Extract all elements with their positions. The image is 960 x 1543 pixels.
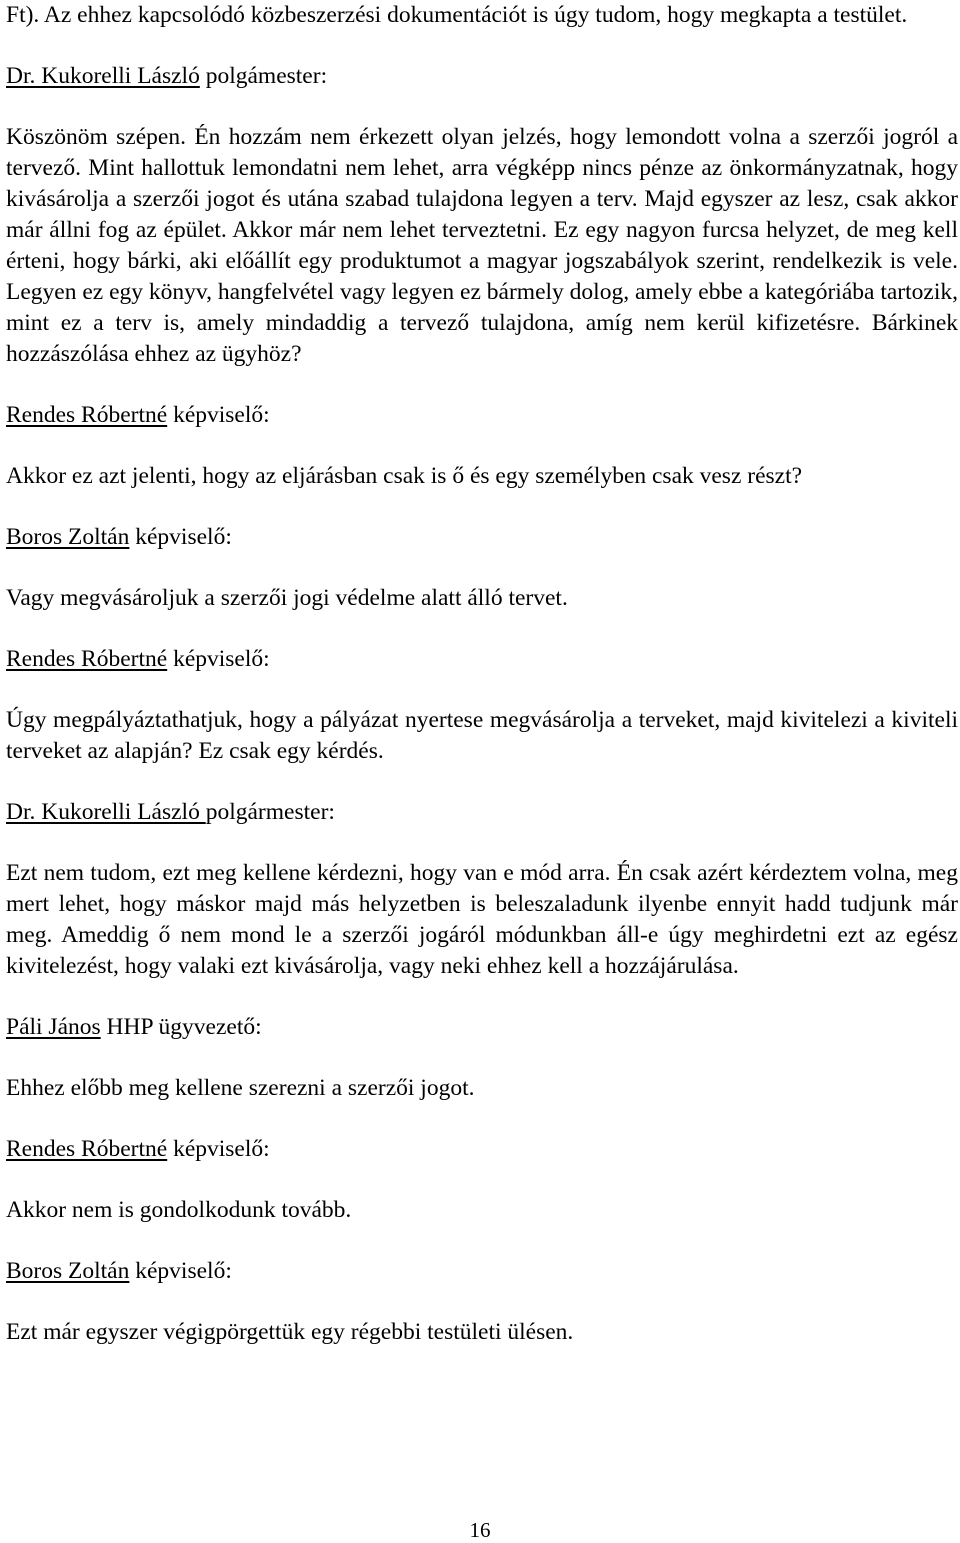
speaker-line xyxy=(6,1134,958,1165)
speaker-line xyxy=(6,522,958,553)
speaker-line xyxy=(6,797,958,828)
speaker-line xyxy=(6,400,958,431)
speaker-line xyxy=(6,644,958,675)
paragraph: Úgy megpályáztathatjuk, hogy a pályázat nyertese megvásárolja a terveket, majd kivitelezi a kiviteli terveket az alapján? Ez csak egy kérdés. xyxy=(6,707,958,764)
speaker-role: képviselő: xyxy=(129,524,232,550)
speaker-name: Boros Zoltán xyxy=(6,524,130,550)
speaker-name: Dr. Kukorelli László xyxy=(6,63,200,89)
paragraph: Köszönöm szépen. Én hozzám nem érkezett olyan jelzés, hogy lemondott volna a szerzői jogról a tervező. Mint hallottuk lemondatni nem lehet, arra végképp nincs pénze az önkormányzatnak, hogy kivásárolja a szerzői jogot és utána szabad tulajdona legyen a terv. Majd egyszer az lesz, csak akkor már állni fog az épület. Akkor már nem lehet terveztetni. Ez egy nagyon furcsa helyzet, de meg kell érteni, hogy bárki, aki előállít egy produktumot a magyar jogszabályok szerint, rendelkezik is vele. Legyen ez egy könyv, hangfelvétel vagy legyen ez bármely dolog, amely ebbe a kategóriába tartozik, mint ez a terv is, amely mindaddig a tervező tulajdona, amíg nem kerül kifizetésre. Bárkinek hozzászólása ehhez az ügyhöz? xyxy=(6,124,958,367)
paragraph: Ezt nem tudom, ezt meg kellene kérdezni, hogy van e mód arra. Én csak azért kérdeztem volna, meg mert lehet, hogy máskor majd más helyzetben is beleszaladunk ilyenbe ennyit hadd tudjunk már meg. Ameddig ő nem mond le a szerzői jogáról módunkban áll-e úgy meghirdetni ezt az egész kivitelezést, hogy valaki ezt kivásárolja, vagy neki ehhez kell a hozzájárulása. xyxy=(6,860,958,979)
paragraph: Ezt már egyszer végigpörgettük egy régebbi testületi ülésen. xyxy=(6,1319,574,1345)
document-page xyxy=(6,0,958,1378)
speaker-name: Rendes Róbertné xyxy=(6,646,168,672)
speaker-line xyxy=(6,61,958,92)
speaker-name: Rendes Róbertné xyxy=(6,1136,168,1162)
speaker-name: Boros Zoltán xyxy=(6,1258,130,1284)
speaker-role: képviselő: xyxy=(129,1258,232,1284)
paragraph: Akkor ez azt jelenti, hogy az eljárásban csak is ő és egy személyben csak vesz részt? xyxy=(6,463,803,489)
speaker-name: Dr. Kukorelli László xyxy=(6,799,206,825)
speaker-name: Rendes Róbertné xyxy=(6,402,168,428)
speaker-role: képviselő: xyxy=(167,1136,270,1162)
speaker-role: polgámester: xyxy=(199,63,328,89)
speaker-line xyxy=(6,1256,958,1287)
paragraph: Akkor nem is gondolkodunk tovább. xyxy=(6,1197,352,1223)
paragraph: Ehhez előbb meg kellene szerezni a szerzői jogot. xyxy=(6,1075,475,1101)
speaker-line xyxy=(6,1012,958,1043)
speaker-role: polgármester: xyxy=(205,799,335,825)
paragraph: Vagy megvásároljuk a szerzői jogi védelme alatt álló tervet. xyxy=(6,585,568,611)
page-number: 16 xyxy=(469,1518,491,1542)
speaker-role: HHP ügyvezető: xyxy=(100,1014,262,1040)
speaker-role: képviselő: xyxy=(167,646,270,672)
speaker-name: Páli János xyxy=(6,1014,101,1040)
paragraph: Ft). Az ehhez kapcsolódó közbeszerzési dokumentációt is úgy tudom, hogy megkapta a testület. xyxy=(6,2,908,28)
speaker-role: képviselő: xyxy=(167,402,270,428)
